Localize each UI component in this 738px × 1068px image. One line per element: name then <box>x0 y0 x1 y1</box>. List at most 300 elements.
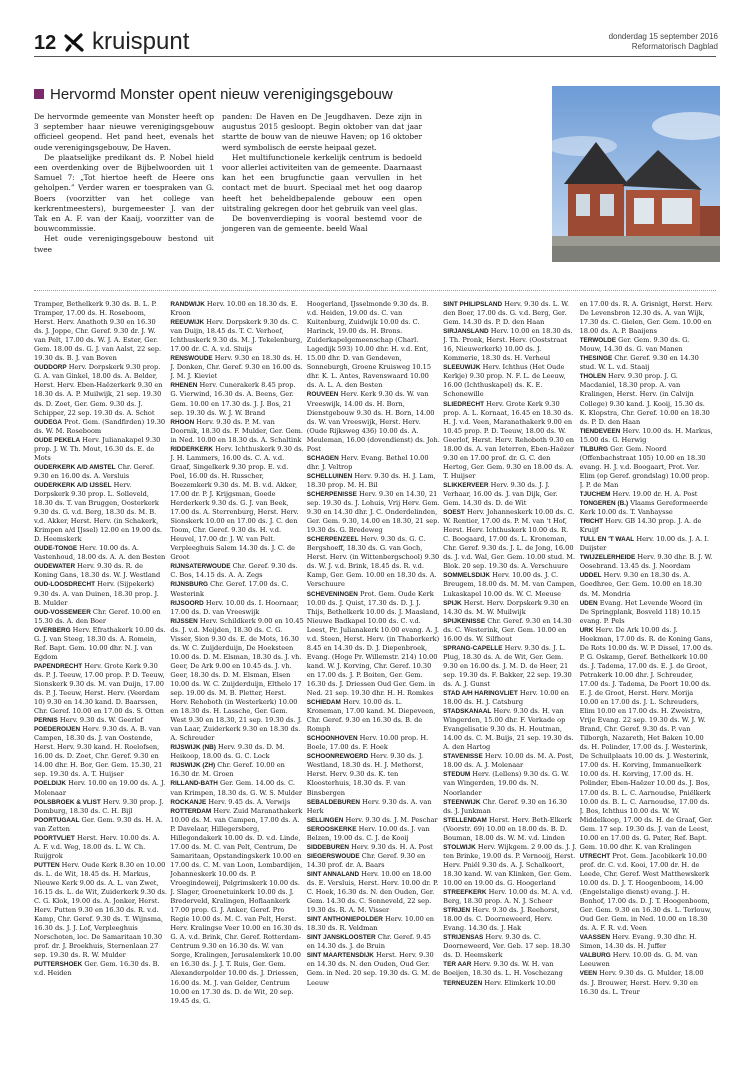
listing-entry <box>34 544 167 562</box>
masthead <box>0 0 738 70</box>
listing-entry <box>443 798 576 816</box>
listing-entry <box>34 662 167 716</box>
listing-entry <box>443 816 576 843</box>
service-details: Herv. 9.30 ds. A. B. van Campen, 18.30 ds. J. van Oostende, Herst. Herv. 9.30 kand. H. Roelofsen, 16.00 ds. D. Zoet, Chr. Geref. 9.30 en 14.00 dhr. H. Bor, Ger. Gem. 15.30, 21 sep. 19.30 ds. A. T. Huijser <box>34 725 163 779</box>
article-paragraph: Het oude verenigingsgebouw bestond uit twee <box>34 234 214 254</box>
place-name: VEEN <box>579 970 597 978</box>
listing-entry <box>170 617 303 744</box>
service-details: Herv. 19.00 dr. H. A. Post <box>610 489 698 498</box>
service-details: Herv. 10.00 ds. M. A. v.d. Berg, 18.30 prop. A. N. J. Scheer <box>443 888 573 906</box>
place-name: RIDDERKERK <box>170 445 213 453</box>
service-details: Herv. 9.45 ds. A. Verwijs <box>206 797 291 806</box>
listing-entry <box>443 508 576 571</box>
place-name: RIJSWIJK (NB) <box>170 744 216 752</box>
service-details: Herv. 10.00 en 19.00 ds. A. J. Molenaar <box>34 779 166 797</box>
cross-logo-icon <box>64 33 84 53</box>
place-name: OVERBERG <box>34 626 71 634</box>
service-details: Herv. 9.30 ds. W. Geerlof <box>57 716 143 725</box>
listing-entry <box>170 761 303 779</box>
listing-entry <box>307 915 440 933</box>
service-details: Herv. 9.30 dhr. B. J. W. Oosebrand. 13.45 ds. J. Noordam <box>579 553 713 571</box>
service-details: Herv. Schildkerk 9.00 en 10.45 ds. J. v.d. Meijden, 18.30 ds. C. G. Visser, Sion 9.30 ds. E. de Mots, 16.30 ds. W. C. Zuijderduijn, De Hoeksteen 10.00 ds. D. M. Elsman, 18.30 ds. J. vh. Geer, De Ark 9.00 en 10.45 ds. J. vh. Geer, 18.30 ds. D. M. Elsman, Elsen 10.00 ds. W. C. Zuijderduijn, Elthelo 17 sep. 19.00 ds. M. B. Pletter, Herst. Herv. Rehoboth (in Westerkerk) 10.00 en 18.30 ds. H. Lassche, Ger. Gem. West 9.30 en 18.30, 21 sep. 19.30 ds. J. van Laar, Zuiderkerk 9.30 en 18.30 ds. A. Schreuder <box>170 616 304 743</box>
place-name: TULL EN 'T WAAL <box>579 536 635 544</box>
article-paragraph: panden: De Haven en De Jeugdhaven. Deze zijn in augustus 2015 gesloopt. Begin oktober van dat jaar startte de bouw van de nieuwe Haven; op 16 oktober werd symbolisch de eerste heipaal gezet. <box>222 112 422 152</box>
place-name: STAD A/H HARINGVLIET <box>443 690 518 698</box>
listing-column <box>307 300 443 1056</box>
service-details: Chr. Geref. 9.30 en 16.00 ds. A. Versluis <box>34 462 155 480</box>
listing-entry <box>443 481 576 508</box>
listing-entry <box>580 852 713 933</box>
listing-entry <box>34 418 167 436</box>
service-details: Herv. 9.30 ds. P. M. van Doornik, 18.30 ds. F. Mulder, Ger. Gem. in Ned. 10.00 en 18.30 ds. A. Schaltink <box>170 417 303 444</box>
place-name: SIDDEBUREN <box>306 843 350 851</box>
service-details: Herv. 9.30 ds. A. van Herk <box>306 797 432 815</box>
listing-entry <box>307 535 440 589</box>
place-name: STEENWIJK <box>443 798 481 806</box>
service-details: Herv. GB 14.30 prop. J. A. de Kruijf <box>579 517 702 535</box>
service-details: Prot. Gem. Oude Kerk 10.00 ds. J. Quist, 17.30 ds. D. J. J. Thijs, Bethelkerk 10.00 ds. J. Maasland, Nieuwe Badkapel 10.00 ds. C. v.d. Leest, Pr. Julianakerk 10.00 evang. A. J. v.d. Steen, Herst. Herv. (in Thaborkerk) 8.45 en 14.30 ds. D. J. Diepenbroek, Evang. (Hoge Pr. Willemstr. 214) 10.00 kand. W. J. Korving, Chr. Geref. 10.30 en 17.00 ds. J. P. Boiten, Ger. Gem. 16.30 ds. J. Driessen Oud Ger. Gem. in Ned. 21 sep. 19.30 dhr. H. H. Romkes <box>306 589 440 698</box>
listing-entry <box>34 861 167 961</box>
place-name: ROTTERDAM <box>170 807 212 815</box>
service-details: Herv. 9.30 prop. J. G. Macdaniel, 18.30 prop. A. van Kralingen, Herst. Herv. (in Calvijn College) 9.30 kand. J. Kooij, 15.30 ds. K. Klopstra, Chr. Geref. 10.00 en 18.30 ds. P. D. den Haan <box>579 372 710 426</box>
place-name: OUD-LOOSDRECHT <box>34 581 96 589</box>
place-name: SINT ANTHONIEPOLDER <box>306 916 383 924</box>
service-details: Herv. Dorpskerk 9.30 prop. G. A. van Ginkel, 18.00 ds. A. Belder, Herst. Herv. Eben-Haëzerkerk 9.30 en 18.30 ds. A. P. Muilwijk, 21 sep. 19.30 ds. D. Zoet, Ger. Gem. 9.30 ds. J. Schipper, 22 sep. 19.30 ds. A. Schot <box>34 363 163 417</box>
place-name: STELLENDAM <box>443 816 487 824</box>
listing-entry <box>443 770 576 797</box>
service-details: Herv. Dorpskerk 9.30 ds. C. van Duijn, 18.45 ds. T. C. Verhoef, Ichthuskerk 9.30 ds. M. J. Tekelenburg, 17.00 dr. C. A. v.d. Sluijs <box>170 318 303 354</box>
place-name: OUDERKERK A/D AMSTEL <box>34 463 116 471</box>
service-details: Herv. 9.30 en 18.30 ds. H. J. Donken, Chr. Geref. 9.30 en 16.00 ds. J. M. J. Kieviet <box>170 354 303 381</box>
place-name: POELDIJK <box>34 780 66 788</box>
place-name: TIENDEVEEN <box>579 427 621 435</box>
place-name: ROUVEEN <box>306 391 339 399</box>
place-name: TRICHT <box>579 518 603 526</box>
service-details: Herst. Herv. Beth-Elkerk (Voorstr. 69) 10.00 en 18.00 ds. B. D. Bouman, 18.00 ds. W. M. v.d. Linden <box>443 815 572 842</box>
place-name: SPRANG-CAPELLE <box>443 644 503 652</box>
service-details: Herv. 9.30 ds. J. Westland, 18.30 ds. H. J. Methorst, Herst. Herv. 9.30 ds. K. ten Kloosterhuis, 18.30 ds. F. van Binsbergen <box>306 752 424 797</box>
article-paragraph: Het multifunctionele kerkelijk centrum is bedoeld voor allerlei activiteiten van de gemeente. Daarnaast kan het een brugfunctie gaan vervullen in het contact met de buurt. Speciaal met het oog daarop heeft het beheldbepalende gebouw een open uitstraling gekregen door het gebruik van veel glas. <box>222 152 422 213</box>
listing-entry <box>580 951 713 969</box>
listing-entry <box>580 354 713 372</box>
listing-entry <box>307 798 440 816</box>
place-name: PAPENDRECHT <box>34 662 83 670</box>
listing-entry <box>443 689 576 707</box>
listing-entry <box>443 571 576 598</box>
article-paragraph: De hervormde gemeente van Monster heeft op 3 september haar nieuwe verenigingsgebouw officieel geopend. Het pand heet, evenals het oude verenigingsgebouw, De Haven. <box>34 112 214 152</box>
service-details: Herv. 10.00 en 18.00 ds. E. Versluis, Herst. Herv. 10.00 dr. P. C. Hoek, 16.30 ds. N. den Ouden, Ger. Gem. 14.30 ds. C. Sonneveld, 22 sep. 19.30 ds. R. A. M. Visser <box>306 869 439 915</box>
service-details: Herst. Herv. 10.00 ds. A. A. F. v.d. Weg, 18.00 ds. L. W. Ch. Ruijgrok <box>34 833 160 860</box>
listing-entry <box>307 825 440 843</box>
service-details: Herv. 9.30 en 14.30, 21 sep. 19.30 ds. J. Lohuis, Vrij Herv. Gem. 9.30 en 14.30 dhr. J. C. Onderdelinden, Ger. Gem. 9.30, 14.00 en 18.30, 21 sep. 19.30 ds. G. Bredeweg <box>306 489 440 535</box>
listing-entry <box>307 734 440 752</box>
service-details: Herv. 9.30 ds. H. J. Lam, 18.30 prop. M. H. Bil <box>306 471 436 489</box>
publication-name: Reformatorisch Dagblad <box>631 42 718 51</box>
place-name: PUTTEN <box>34 861 60 869</box>
place-name: STAVENISSE <box>443 753 483 761</box>
service-details: Herv. 10.00 ds. M. A. Post, 18.00 ds. A. J. Molenaar <box>443 752 574 770</box>
listing-entry <box>443 400 576 481</box>
service-details: en 17.00 ds. R. A. Grisnigt, Herst. Herv. De Levensbron 12.30 ds. A. van Wijk, 17.30 ds. C. Gielen, Ger. Gem. 10.00 en 18.00 ds. A. P. Baaijens <box>579 300 713 336</box>
headline-square-icon <box>34 89 44 99</box>
service-details: Herv. De Ark 10.00 ds. J. Hoekman, 17.00 ds. R. de Koning Gans, De Rots 10.00 ds. W. P. Dissel, 17.00 ds. P. G. Oskamp, Geref. Bethelkerk 10.00 ds. J. Tadema, 17.00 ds. E. J. de Groot, Petrakerk 10.00 dhr. J. Schreuder, 17.00 ds. J. Tadema, De Poort 10.00 ds. E. J. de Groot, Herst. Herv. Morija 10.00 en 17.00 ds. J. L. Schreuders, Elim 10.00 en 17.00 ds. H. Zweistra, Vrije Evang. 22 sep. 19.30 ds. W. J. W. Brand, Chr. Geref. 9.30 ds. P. van Tilborgh, Nazareth, Het Baken 10.00 ds. H. Polinder, 17.00 ds. J. Westerink, De Schuilplaats 10.00 ds. J. Westerink, 17.00 ds. H. Korving, Immanuelkerk 10.00 ds. H. Korving, 17.00 ds. H. Polinder, Eben-Haëzer 10.00 ds. J. Bos, 17.00 ds. B. L. C. Aarnoudse, Pniëlkerk 10.00 ds. B. L. C. Aarnoudse, 17.00 ds. J. Bos, Ichthus 10.00 ds. W. W. Middelkoop, 17.00 ds. H. de Graaf, Ger. Gem. 17 sep. 19.30 ds. J. van de Leest, 10.00 en 17.00 ds. G. Pater, Ref. Bapt. Gem. 10.00 dhr. K. van Kralingen <box>579 625 713 851</box>
listing-entry <box>34 463 167 481</box>
place-name: SCHAGEN <box>306 454 339 462</box>
place-name: UDDEL <box>579 572 602 580</box>
service-details: Herv. 10.00 ds. J. A. I. Duijster <box>579 535 709 553</box>
service-details: Herv. 9.30 ds. L. W. den Boer, 17.00 ds. G. v.d. Berg, Ger. Gem. 14.30 ds. P. D. den Haan <box>443 300 570 327</box>
place-name: RILLAND-BATH <box>170 780 218 788</box>
service-details: Herv. 10.00 prop. H. Boele, 17.00 ds. F. Hoek <box>306 734 429 752</box>
place-name: POORTVLIET <box>34 834 75 842</box>
place-name: SINT PHILIPSLAND <box>443 301 503 308</box>
service-details: Herv. 9.30 ds. J. Reehorst, 18.00 ds. C. Doorneweerd, Herv. Evang. 14.30 ds. J. Hak <box>443 906 560 933</box>
service-details: Herv. 10.00 ds. J. C. Breugem, 18.00 ds. M. M. van Campen, Lukaskapel 10.00 ds. W. C. Meeuse <box>443 571 577 598</box>
listing-entry <box>307 816 440 825</box>
listing-entry <box>170 418 303 445</box>
place-name: SPIJK <box>443 599 462 607</box>
service-details: Herv. 9.30 ds. J. J. Verhaar, 16.00 ds. J. van Dijk, Ger. Gem. 14.30 ds. D. de Wit <box>443 480 558 508</box>
article-paragraph: De plaatselijke predikant ds. P. Nobel hield een overdenking over de Bijbelwoorden uit 1 Samuel 7: „Tot hiertoe heeft de Heere ons geholpen.” Verder waren er toespraken van G. Boers (voorzitter van het college van kerkrentmeesters), burgemeester J. van der Tak en A. F. van der Kaaij, voorzitter van de bouwcommissie. <box>34 152 214 234</box>
place-name: TJUCHEM <box>579 490 611 498</box>
place-name: REEUWIJK <box>170 319 205 327</box>
place-name: STEDUM <box>443 771 471 779</box>
service-details: Herv. 9.30 ds. H. A. Post <box>349 842 433 851</box>
dateline <box>609 32 718 52</box>
place-name: SIEGERSWOUDE <box>306 852 360 860</box>
place-name: SLIKKERVEER <box>443 481 489 489</box>
service-details: Herv. Julianakapel 9.30 prop. J. W. Th. Mout, 16.30 ds. E. de Mots <box>34 435 161 462</box>
listing-entry <box>307 870 440 915</box>
place-name: RIJNSATERWOUDE <box>170 563 231 571</box>
listing-entry <box>443 617 576 644</box>
listing-column <box>580 300 716 1056</box>
service-details: Herv. 9.30 ds. J. L. Plug, 18.30 ds. A. de Wit, Ger. Gem. 9.30 en 16.00 ds. J. M. D. de Heer, 21 sep. 19.30 ds. F. Bakker, 22 sep. 19.30 ds. A. J. Gunst <box>443 643 572 688</box>
place-name: SPIJKENISSE <box>443 617 486 625</box>
listing-entry <box>580 490 713 499</box>
section-title: kruispunt <box>92 28 190 55</box>
place-name: ROCKANJE <box>170 798 207 806</box>
place-name: SLEEUWIJK <box>443 364 481 372</box>
service-details: Tramper, Bethelkerk 9.30 ds. B. L. P. Tramper, 17.00 ds. H. Roseboom, Herst. Herv. Anathoth 9.30 en 16.30 ds. J. Joppe, Chr. Geref. 9.30 dr. J. W. van Pelt, 17.00 ds. W. J. A. Ester, Ger. Gem. 18.00 ds. G. J. van Aalst, 22 sep. 19.30 ds. B. J. van Boven <box>34 300 162 363</box>
issue-date: donderdag 15 september 2016 <box>608 32 718 41</box>
place-name: VAASSEN <box>579 934 610 942</box>
listing-entry <box>443 979 576 988</box>
service-details: Herv. 9.30 ds. G. C. Bergshoeff, 18.30 ds. G. van Goch, Herst. Herv. (in Wittenbergschool) 9.30 ds. W. J. v.d. Brink, 18.45 ds. R. v.d. Kamp, Ger. Gem. 10.00 en 18.30 ds. A. Verschuure <box>306 535 440 589</box>
listing-entry <box>307 472 440 490</box>
place-name: SLIEDRECHT <box>443 400 485 408</box>
listing-entry <box>580 553 713 571</box>
place-name: SELLINGEN <box>306 816 344 824</box>
place-name: SEBALDEBUREN <box>306 798 361 806</box>
place-name: STOLWIJK <box>443 843 476 851</box>
listing-entry <box>580 427 713 445</box>
building-photo <box>552 86 720 262</box>
service-details: Herv. 10.00 ds. G. M. van Leeuwen <box>579 951 698 969</box>
service-details: Herv. Ichthus (Het Oude Kerkje) 9.30 prop. N. F. L. de Leeuw, 16.00 (Ichthuskapel) ds. K. E. Schonewille <box>443 363 566 399</box>
service-details: Herv. Ichthuskerk 9.30 ds. J. H. Lammers, 16.00 ds. C. A. v.d. Graaf, Singelkerk 9.30 prop. E. v.d. Poel, 16.00 ds. H. Russcher, Boezemkerk 9.30 ds. M. B. v.d. Akker, 17.00 dr. P. J. Krijgsman, Goede Herderkerk 9.30 ds. G. J. van Beek, 17.00 ds. A. Sterrenburg, Herst. Herv. Sionskerk 10.00 en 17.00 ds. J. C. den Toom, Chr. Geref. 9.30 ds. H. v.d. Heuvel, 17.00 dr. J. W. van Pelt. Verpleeghuis Salem 14.30 ds. J. C. de Groot <box>170 444 304 562</box>
listing-entry <box>307 951 440 987</box>
listing-entry <box>34 798 167 816</box>
listing-entry <box>34 834 167 861</box>
service-details: Herv. Oude Kerk 8.30 en 10.00 ds. L. de Wit, 18.45 ds. H. Markus, Nieuwe Kerk 9.00 ds. A. L. van Zwet, 16.15 ds. L. de Wit, Zuiderkerk 9.30 ds. C. G. Klok, 19.00 ds. A. Jonker, Herst. Herv. Putten 9.30 en 16.30 ds. R. v.d. Kamp, Chr. Geref. 9.30 ds. T. Wijnsma, 16.30 ds. J. J. Lof, Verpleeghuis Norschoten, loc. De Samaritaan 10.30 prof. dr. J. Broekhuis, Sternenlaan 27 sep. 19.30 ds. R. W. Mulder <box>34 860 168 960</box>
place-name: SINT JANSKLOOSTER <box>306 934 376 942</box>
listing-column <box>443 300 579 1056</box>
listing-entry <box>443 960 576 978</box>
service-details: Herv. Efrathakerk 10.00 ds. G. J. van Steeg, 18.30 ds. A. Romein, Ref. Bapt. Gem. 10.00 dhr. N. J. van Egdom <box>34 625 166 661</box>
place-name: STADSKANAAL <box>443 708 492 716</box>
place-name: THESINGE <box>579 355 613 363</box>
listing-entry <box>170 599 303 617</box>
service-details: Chr. Geref. 10.00 en 16.30 dr. M. Groen <box>170 761 285 779</box>
listing-entry <box>580 517 713 535</box>
listing-entry <box>580 571 713 598</box>
listing-entry <box>443 906 576 933</box>
service-details: Ger. Gem. 16.30 ds. B. v.d. Heiden <box>34 960 160 978</box>
listing-entry <box>443 752 576 770</box>
service-details: Chr. Geref. 9.30 en 14.30 stud. W. L. v.d. Staaij <box>579 354 699 372</box>
place-name: SCHEVENINGEN <box>306 590 358 598</box>
service-details: Prot. Gem. (Sandfirden) 19.30 ds. W. M. Roseboom <box>34 417 166 435</box>
service-details: Chr. Geref. 10.00 en 15.30 ds. A. den Boer <box>34 607 161 625</box>
listing-entry <box>34 580 167 607</box>
section-divider <box>34 290 716 291</box>
listing-entry <box>580 336 713 354</box>
service-details: Herv. Elimkerk 10.00 <box>482 978 556 987</box>
service-details: Herv. 9.30 ds. W. H. van Boeijen, 18.30 ds. L. H. Voschezang <box>443 960 563 978</box>
service-details: Herv. 10.00 en 18.30 ds. E. Kroon <box>170 300 298 318</box>
service-details: Herv. Kerk 9.30 ds. W. van Vreeswijk, 14.00 ds. H. Born, Dienstgebouw 9.30 ds. H. Born, 14.00 ds. W. van Vreeswijk, Herst. Herv. (Oude Rijksweg 436) 10.00 ds. A. Meuleman, 16.00 (dovendienst) ds. Joh. Post <box>306 390 440 453</box>
place-name: SCHERPENZEEL <box>306 536 359 544</box>
listing-entry <box>170 354 303 381</box>
service-details: Herv. Dorpskerk 9.30 prop. L. Solleveld, 18.30 ds. T. van Bruggen, Oosterkerk 9.30 ds. G. v.d. Berg, 18.30 ds. M. B. v.d. Akker, Herst. Herv. (in Schakerk, Krimpen a/d IJssel) 12.00 en 19.00 ds. D. Heemskerk <box>34 480 162 544</box>
listing-entry <box>443 933 576 960</box>
place-name: RIJSWIJK (ZH) <box>170 762 216 770</box>
listing-entry <box>580 535 713 553</box>
place-name: RHOON <box>170 418 195 426</box>
service-details: Herv. Grote Kerk 9.30 ds. P. J. Teeuw, 17.00 prop. P. D. Teeuw, Sionskerk 9.30 ds. M. van Duijn, 17.00 ds. P. J. Teeuw, Herst. Herv. (Veerdam 10) 9.30 en 14.30 kand. D. Baarssen, Chr. Geref. 10.00 en 17.00 ds. S. Otten <box>34 661 165 716</box>
place-name: UTRECHT <box>579 852 611 860</box>
place-name: OUDDORP <box>34 364 67 372</box>
listing-entry <box>580 499 713 517</box>
listing-entry <box>307 390 440 453</box>
listing-entry <box>170 445 303 563</box>
service-details: Hoogerland, IJsselmonde 9.30 ds. B. v.d. Heiden, 19.00 ds. C. van Kuitenburg, Zuidwijk 10.00 ds. C. Harinck, 19.00 ds. H. Brons. Zuiderkapelgemeenschap (Charl. Lagedijk 593) 10.00 dhr. H. v.d. Ent, 15.00 dhr. D. van Gendeven, Sonneburgh, Groene Kruisweg 10.15 dhr. K. L. Antes, Ravenswaard 10.00 ds. A. L. A. den Besten <box>306 300 432 390</box>
listing-entry <box>34 779 167 797</box>
church-services-listing <box>34 300 716 1056</box>
place-name: RIJSSEN <box>170 617 198 625</box>
article-column-1 <box>34 112 214 255</box>
service-details: Herst. Herv. 9.30 en 14.30 ds. N. den Ouden, Oud Ger. Gem. in Ned. 20 sep. 19.30 ds. G. M. de Leeuw <box>306 951 441 987</box>
listing-entry <box>34 626 167 662</box>
place-name: OUDEWATER <box>34 563 76 571</box>
article-headline <box>34 86 393 103</box>
listing-entry <box>170 300 303 318</box>
listing-entry <box>443 644 576 689</box>
listing-entry <box>170 318 303 354</box>
listing-entry <box>580 300 713 336</box>
listing-entry <box>580 933 713 951</box>
listing-entry <box>580 969 713 996</box>
place-name: THOLEN <box>579 373 606 381</box>
listing-entry <box>34 481 167 544</box>
service-details: Ger. Gem. 14.00 ds. C. van Krimpen, 18.30 ds. G. W. S. Mulder <box>170 779 303 797</box>
service-details: Herv. 10.00 ds. I. Hoornaar, 17.00 ds. D. van Vreeswijk <box>170 598 299 616</box>
service-details: Ger. Gem. 9.30 ds. H. A. van Zetten <box>34 815 163 833</box>
place-name: RENSWOUDE <box>170 355 213 363</box>
place-name: SINT ANNALAND <box>306 870 360 878</box>
service-details: Herv. 9.30 en 18.30 ds. A. Goedhree, Ger. Gem. 10.00 en 18.30 ds. M. Mondria <box>579 571 702 598</box>
listing-entry <box>443 888 576 906</box>
article-column-2 <box>222 112 422 234</box>
place-name: SOEST <box>443 509 465 517</box>
listing-entry <box>170 381 303 417</box>
listing-entry <box>307 852 440 870</box>
place-name: SCHOONREWOERD <box>306 753 369 761</box>
place-name: URK <box>579 626 594 634</box>
service-details: Chr. Geref. 9.45 en 14.30 ds. J. de Bruin <box>306 933 431 951</box>
listing-entry <box>34 608 167 626</box>
place-name: STREEFKERK <box>443 889 487 897</box>
place-name: SINT MAARTENSDIJK <box>306 952 374 960</box>
building-photo-illustration <box>552 86 720 262</box>
listing-entry <box>34 363 167 417</box>
service-details: Evang. Het Levende Woord (in De Springplank, Bosveld 118) 10.15 evang. P. Pels <box>579 598 703 625</box>
service-details: Herv. Zuid Maranathakerk 10.00 ds. M. van Campen, 17.00 ds. A. P. Davelaar, Hillegersberg, Hillegondakerk 10.00 ds. D. v.d. Linde, 17.00 ds. M. C. van Pelt, Centrum, De Samaritaan, Opstandingskerk 10.00 en 17.00 ds. C. M. van Loon, Lombardijen, Johanneskerk 10.00 ds. P. Vroegindeweij, Pelgrimskerk 10.00 ds. J. Slager, Groenetuinkerk 10.00 ds. J. Brederveld, Kralingen, Hoflaankerk 17.00 prop. G. J. Anker, Geref. Pro Regie 10.00 ds. M. C. van Pelt, Herst. Herv. Kralingse Veer 10.00 en 16.30 ds. G. A. v.d. Brink, Chr. Geref. Rotterdam-Centrum 9.30 en 16.30 ds. W. van Sorge, Kralingen, Jerusalemkerk 10.00 en 16.30 ds. J. J. T. Ruis, Ger. Gem. Alexanderpolder 10.00 ds. J. Driessen, 16.00 ds. M. J. van Gelder, Centrum 10.00 en 17.30 ds. D. de Wit, 20 sep. 19.45 ds. G. <box>170 806 304 1005</box>
place-name: TWIJZELERHEIDE <box>579 554 636 562</box>
article-paragraph: De bovenverdieping is vooral bestemd voor de jongeren van de gemeente. beeld Waal <box>222 214 422 234</box>
listing-column <box>170 300 306 1056</box>
service-details: Herv. 10.00 en 18.30 ds. J. Th. Pronk, Herst. Herv. (Ooststraat 16, Nieuwerkerk) 10.00 ds. J. Kommerie, 18.30 ds. H. Verheul <box>443 327 573 363</box>
place-name: UDEN <box>579 599 598 607</box>
listing-entry <box>170 807 303 1006</box>
listing-entry <box>34 300 167 363</box>
listing-entry <box>307 698 440 734</box>
listing-entry <box>307 843 440 852</box>
place-name: SCHIEDAM <box>306 699 341 707</box>
service-details: Herv. 10.00 ds. L. Kroneman, 17.00 kand. M. Diepeveen, Chr. Geref. 9.30 en 16.30 ds. B. de Romph <box>306 698 436 734</box>
listing-entry <box>170 779 303 797</box>
service-details: Chr. Geref. 9.30 en 16.30 ds. J. Junkman <box>443 797 567 815</box>
service-details: Herv. 9.30 ds. C. Doorneweerd, Ver. Geb. 17 sep. 18.30 ds. D. Heemskerk <box>443 933 571 960</box>
place-name: SCHERPENISSE <box>306 490 357 498</box>
place-name: RHENEN <box>170 382 198 390</box>
listing-entry <box>34 716 167 725</box>
listing-entry <box>443 327 576 363</box>
service-details: Herv. 9.30 ds. J. M. Peschar <box>343 815 438 824</box>
service-details: Herv. 10.00 en 18.00 ds. H. J. Catsburg <box>443 689 569 707</box>
service-details: Chr. Geref. 9.30 ds. C. Bos, 14.15 ds. A. A. Zegs <box>170 562 298 580</box>
listing-entry <box>443 843 576 888</box>
listing-entry <box>443 300 576 327</box>
place-name: TERWOLDE <box>579 337 617 345</box>
service-details: Herst. Herv. Dorpskerk 9.30 en 14.30 ds. M. W. Muilwijk <box>443 598 569 616</box>
place-name: TONGEREN (B.) <box>579 500 629 508</box>
service-details: Chr. Geref. 17.00 ds. C. Westerink <box>170 580 289 598</box>
place-name: STRIJENSAS <box>443 934 484 942</box>
place-name: OUDEGA <box>34 418 63 426</box>
service-details: Herv. 9.30 prop. J. Domburg, 18.30 ds. C. H. Bijl <box>34 797 164 815</box>
service-details: Herv. Evang. Bethel 10.00 dhr. J. Veltrop <box>306 453 429 471</box>
place-name: TILBURG <box>579 445 608 453</box>
place-name: OUDERKERK A/D IJSSEL <box>34 481 112 489</box>
service-details: Vlaams Gereformeerde Kerk 10.00 ds. T. Vanhaysse <box>579 499 708 517</box>
listing-entry <box>34 960 167 978</box>
service-details: Herv. 10.00 ds. A. Vastenhoud, 18.00 ds. A. A. den Besten <box>34 544 166 562</box>
listing-entry <box>170 562 303 580</box>
listing-entry <box>170 798 303 807</box>
page-number: 12 <box>34 32 57 54</box>
place-name: POEDEROIJEN <box>34 726 81 734</box>
service-details: Prot. Gem. Jacobikerk 10.00 prof. dr. C. v.d. Kooi, 17.00 dr. H. de Leede, Chr. Geref. West Matthewskerk 10.00 ds. D. J. T. Hoogenboom, 14.00 (Engelstalige dienst) evang. J. H. Bonhof, 17.00 ds. D. J. T. Hoogenboom, Ger. Gem. 9.30 en 16.30 ds. L. Terlouw, Oud Ger. Gem. in Ned. 10.00 en 18.30 ds. A. F. R. v.d. Veen <box>579 851 712 933</box>
place-name: RANDWIJK <box>170 301 205 308</box>
place-name: STRIJEN <box>443 907 471 915</box>
service-details: Chr. Geref. 9.30 en 14.30 prof. dr. A. Baars <box>306 851 426 869</box>
service-details: Ger. Gem. 9.30 ds. G. Mouw, 14.30 ds. G. van Manen <box>579 336 690 354</box>
listing-entry <box>580 372 713 426</box>
listing-entry <box>34 725 167 779</box>
place-name: RIJSOORD <box>170 599 204 607</box>
listing-entry <box>307 490 440 535</box>
listing-entry <box>443 363 576 399</box>
place-name: VALBURG <box>579 952 611 960</box>
place-name: SCHELLUINEN <box>306 472 353 480</box>
service-details: Herv. Cunerakerk 8.45 prop. G. Vierwind, 16.30 ds. A. Beens, Ger. Gem. 10.00 en 17.30 ds. J. J. Bos, 21 sep. 19.30 ds. W. J. W. Brand <box>170 381 296 417</box>
listing-entry <box>580 599 713 626</box>
listing-entry <box>307 300 440 390</box>
place-name: RIJNSBURG <box>170 581 209 589</box>
place-name: PUTTERSHOEK <box>34 961 83 969</box>
listing-entry <box>307 454 440 472</box>
service-details: Herv. (Lellens) 9.30 ds. G. W. van Wingerden, 19.00 ds. N. Noorlander <box>443 770 569 797</box>
service-details: Herv. Evang. 9.30 dhr. H. Simon, 14.30 ds. H. Juffer <box>579 933 697 951</box>
service-details: Ger. Gem. Noord (Offenbachstraat 105) 10.00 en 18.30 evang. H. J. v.d. Boogaart, Prot. Ver. Elim (op Geref. grondslag) 10.00 prop. J. P. de Man <box>579 444 710 489</box>
listing-entry <box>34 816 167 834</box>
service-details: Herv. 9.30 ds. G. Mulder, 18.00 ds. J. Brouwer, Herst. Herv. 9.30 en 16.30 ds. L. Treur <box>579 969 704 996</box>
place-name: POORTUGAAL <box>34 816 80 824</box>
place-name: PERNIS <box>34 717 58 725</box>
service-details: Herv. Wijkgem. 2 9.00 ds. J. J. ten Brinke, 19.00 ds. P. Vernooij, Herst. Herv. Pniël 9.30 ds. A. J. Schalkoort, 18.30 kand. W. van Klinken, Ger. Gem. 10.00 en 19.00 ds. G. Hoogerland <box>443 842 577 887</box>
listing-entry <box>443 599 576 617</box>
service-details: Herv. 9.30 ds. D. M. Heikoop, 18.00 ds. G. C. Lock <box>170 743 285 761</box>
listing-entry <box>307 590 440 699</box>
service-details: Herv. 10.00 ds. J. van Belzen, 19.00 ds. C. J. de Kooij <box>306 824 430 842</box>
place-name: POLSBROEK & VLIST <box>34 798 101 806</box>
service-details: Herv. (Sijpekerk) 9.30 ds. A. van Duinen, 18.30 prop. J. B. Mulder <box>34 580 159 607</box>
listing-entry <box>34 436 167 463</box>
place-name: OUD-VOSSEMEER <box>34 608 91 616</box>
place-name: TERNEUZEN <box>443 979 483 987</box>
listing-entry <box>34 562 167 580</box>
place-name: SEROOSKERKE <box>306 825 357 833</box>
listing-entry <box>307 752 440 797</box>
listing-entry <box>170 743 303 761</box>
listing-column <box>34 300 170 1056</box>
headline-text: Hervormd Monster opent nieuw verenigingsgebouw <box>50 86 393 103</box>
service-details: Herv. 9.30 ds. R. de Koning Gans, 18.30 ds. W. J. Westland <box>34 562 161 580</box>
listing-entry <box>443 707 576 752</box>
listing-entry <box>170 580 303 598</box>
place-name: OUDE-TONGE <box>34 545 78 553</box>
service-details: Herv. 10.00 ds. H. Markus, 15.00 ds. G. Herwig <box>579 426 713 444</box>
service-details: Herv. 9.30 ds. H. van Wingerden, 15.00 dhr. F. Verkade op Evangelisatie 9.30 ds. H. Houtman, 14.00 ds. C. M. Buijs, 21 sep. 19.30 ds. A. den Hartog <box>443 707 574 752</box>
place-name: SOMMELSDIJK <box>443 572 491 580</box>
listing-entry <box>580 445 713 490</box>
listing-entry <box>307 933 440 951</box>
service-details: Herv. Johanneskerk 10.00 ds. C. W. Rentier, 17.00 ds. P. M. van 't Hof, Herst. Herv. Ichthuskerk 10.00 ds. R. C. Boogaard, 17.00 ds. L. Kroneman, Chr. Geref. 9.30 ds. J. L. de Jong, 16.00 ds. J. v.d. Wal, Ger. Gem. 10.00 stud. M. Blok. 20 sep. 19.30 ds. A. Verschuure <box>443 508 576 571</box>
place-name: SCHOONHOVEN <box>306 735 358 743</box>
service-details: Chr. Geref. 9.30 en 14.30 ds. C. Westerink, Ger. Gem. 10.00 en 16.00 ds. W. Silfhout <box>443 616 572 643</box>
